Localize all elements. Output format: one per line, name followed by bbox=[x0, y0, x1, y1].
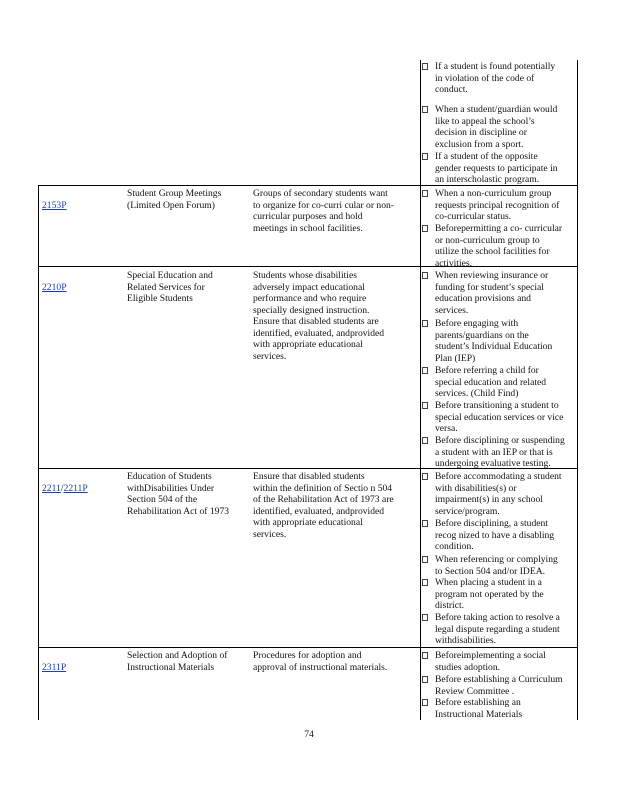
policy-link[interactable]: 2211 bbox=[42, 482, 61, 494]
checkbox-bullet-icon bbox=[422, 63, 428, 70]
policy-code bbox=[42, 188, 67, 211]
policy-title: Student Group Meetings (Limited Open Forum) bbox=[127, 188, 222, 211]
checkbox-bullet-icon bbox=[422, 579, 428, 586]
policy-title: Special Education and Related Services for Eligible Students bbox=[127, 270, 213, 304]
checkbox-bullet-icon bbox=[422, 402, 428, 409]
checkbox-bullet-icon bbox=[422, 652, 428, 659]
checkbox-bullet-icon bbox=[422, 520, 428, 527]
checkbox-bullet-icon bbox=[422, 367, 428, 374]
policy-link[interactable]: 2211P bbox=[63, 482, 88, 494]
document-page: If a student is found potentially in violation of the code of conduct. When a student/guardian would like to appeal the school’s decision in discipline or exclusion from a sport. If a student of the opposite gender requests to participate in an interscholastic program. 2153P Student Group Meetings (Limited Open Forum) Groups of secondary students want to organize for co-curri cular or non- curricular purposes and hold meetings in school facilities. When a non-curriculum group requests principal recognition of co-curricular status. Beforepermitting a co- curricular or non-curriculum group to utilize the school facilities for activities. 2210P Special Education and Related Services for Eligible Students Students whose disabilities adversely impact educational performance and who require specially designed instruction. Ensure that disabled students are identified, evaluated, andprovided with appropriate educational services. When reviewing insurance or funding for student’s special education provisions and services. Before engaging with parents/guardians on the student’s Individual Education Plan (IEP) Before referring a child for special education and related services. (Child Find) Before transitioning a student to special education services or vice versa. Before disciplining or suspending a student with an IEP or that is undergoing evaluative testing. 2211/2211P Education of Students withDisabilities Under Section 504 of the Rehabilitation Act of 1973 Ensure that disabled students within the definition of Sectio n 504 of the Rehabilitation Act of 1973 are identified, evaluated, andprovided with appropriate educational services. Before accommodating a student with disabilities(s) or impairment(s) in any school service/program. Before disciplining, a student recog nized to have a disabling condition. When referencing or complying to Section 504 and/or IDEA. When placing a student in a program not operated by the district. Before taking action to resolve a legal dispute regarding a student withdisabilities. 2311P Selection and Adoption of Instructional Materials Procedures for adoption and approval of instructional materials. Beforeimplementing a social studies adoption. Before establishing a Curriculum Review Committee . Before establishing an Instructional Materials 74 bbox=[0, 0, 618, 800]
checkbox-bullet-icon bbox=[422, 106, 428, 113]
row-divider bbox=[38, 647, 578, 648]
policy-description: Procedures for adoption and approval of instructional materials. bbox=[253, 650, 388, 673]
checkbox-bullet-icon bbox=[422, 225, 428, 232]
policy-code bbox=[42, 270, 67, 293]
checkbox-bullet-icon bbox=[422, 153, 428, 160]
checkbox-bullet-icon bbox=[422, 676, 428, 683]
policy-code bbox=[42, 650, 66, 673]
checkbox-bullet-icon bbox=[422, 437, 428, 444]
checkbox-bullet-icon bbox=[422, 320, 428, 327]
policy-description: Groups of secondary students want to organize for co-curri cular or non- curricular purposes and hold meetings in school facilities. bbox=[253, 188, 395, 234]
checkbox-bullet-icon bbox=[422, 614, 428, 621]
policy-title: Education of Students withDisabilities Under Section 504 of the Rehabilitation Act of 1973 bbox=[127, 471, 230, 517]
policy-code bbox=[42, 471, 88, 494]
checkbox-bullet-icon bbox=[422, 699, 428, 706]
policy-link[interactable]: 2210P bbox=[42, 281, 67, 293]
checkbox-bullet-icon bbox=[422, 473, 428, 480]
policy-link[interactable]: 2153P bbox=[42, 199, 67, 211]
policy-description: Students whose disabilities adversely impact educational performance and who require specially designed instruction. Ensure that disabled students are identified, evaluated, andprovided with appropriate educational services. bbox=[253, 270, 385, 362]
column-divider bbox=[420, 60, 421, 720]
policy-title: Selection and Adoption of Instructional Materials bbox=[127, 650, 228, 673]
table-right-border bbox=[577, 60, 578, 720]
checkbox-bullet-icon bbox=[422, 272, 428, 279]
page-number: 74 bbox=[304, 729, 314, 740]
code-separator: / bbox=[60, 482, 64, 494]
policy-link[interactable]: 2311P bbox=[42, 661, 67, 673]
checkbox-bullet-icon bbox=[422, 190, 428, 197]
policy-description: Ensure that disabled students within the definition of Sectio n 504 of the Rehabilitation Act of 1973 are identified, evaluated, andprovided with appropriate educational services. bbox=[253, 471, 394, 540]
checkbox-bullet-icon bbox=[422, 556, 428, 563]
